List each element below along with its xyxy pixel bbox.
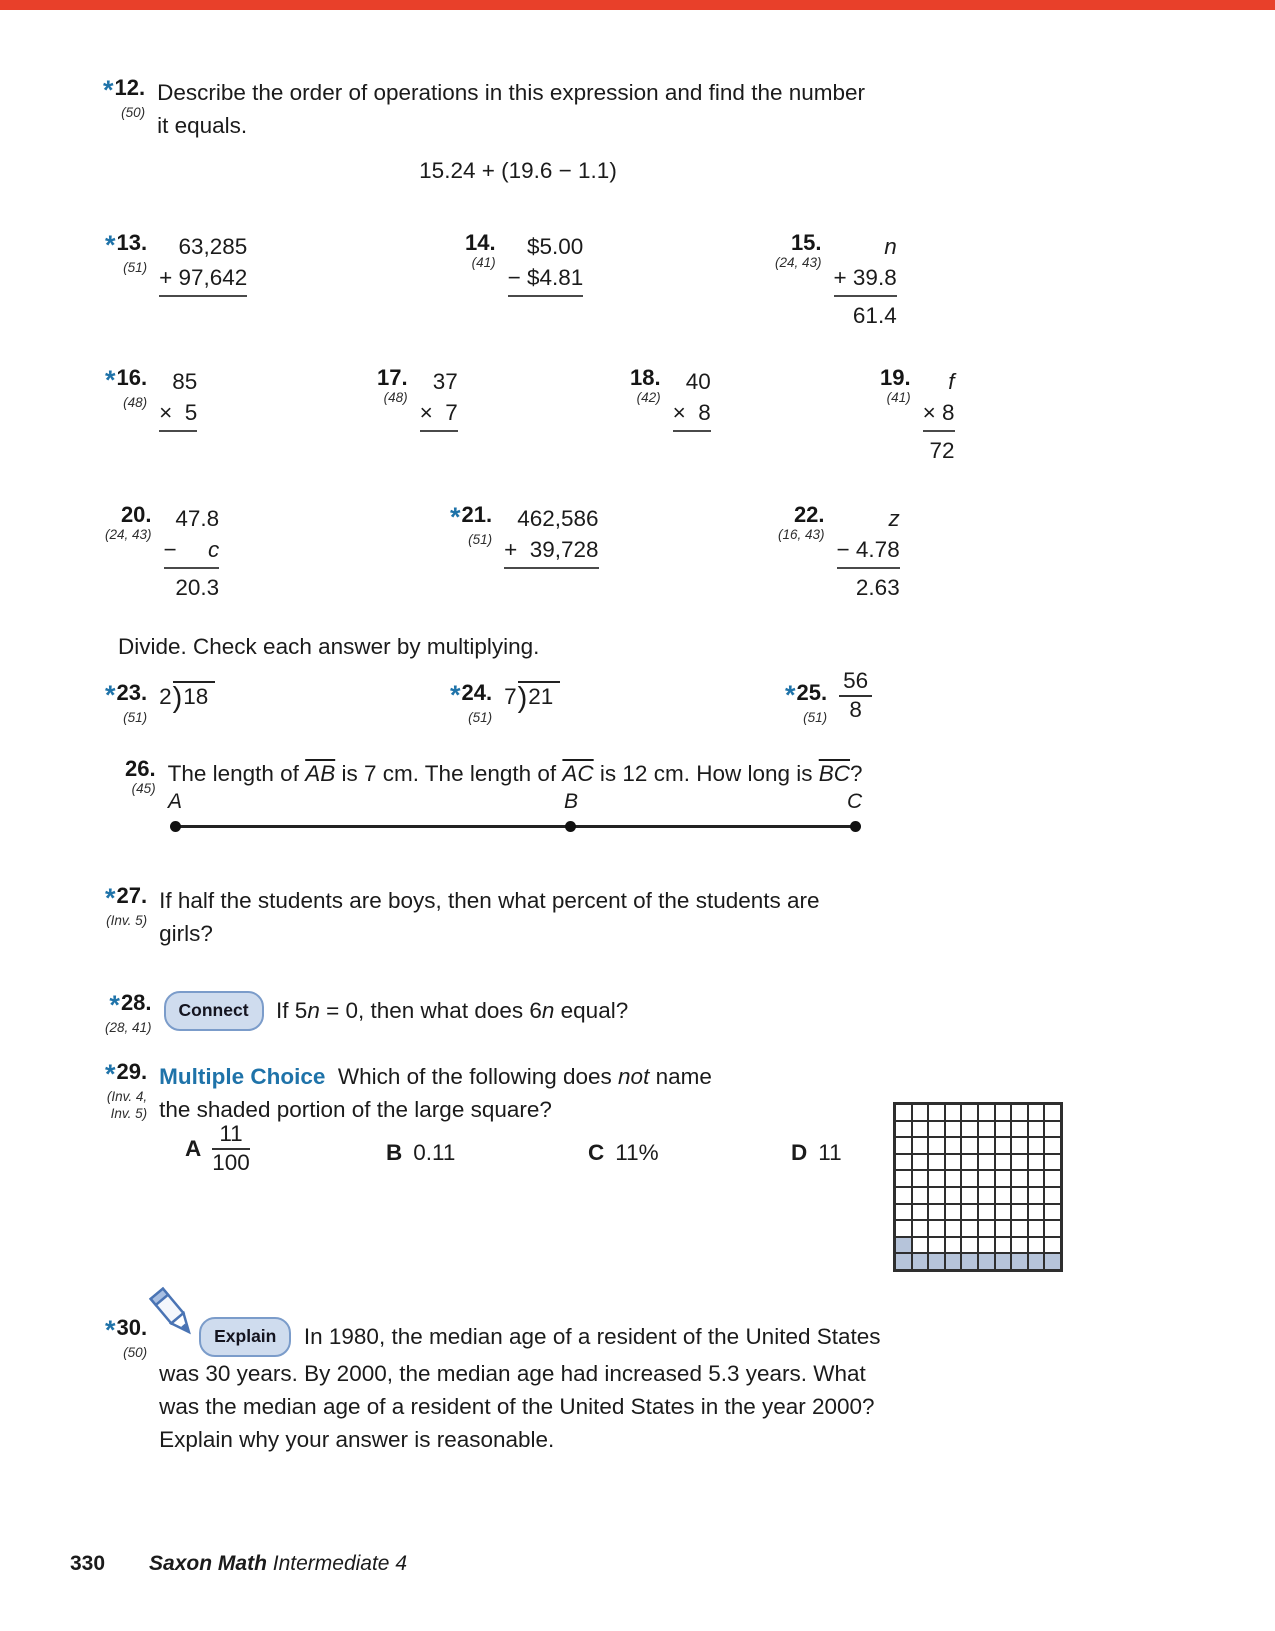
- grid-cell: [1011, 1104, 1028, 1121]
- star-icon: *: [105, 680, 116, 710]
- grid-cell: [1044, 1170, 1061, 1187]
- grid-cell: [928, 1253, 945, 1270]
- variable-n: n: [541, 998, 555, 1023]
- problem-number-text: 28.: [120, 990, 152, 1015]
- grid-cell: [945, 1220, 962, 1237]
- grid-cell: [945, 1137, 962, 1154]
- grid-cell: [961, 1154, 978, 1171]
- grid-cell: [945, 1237, 962, 1254]
- grid-cell: [995, 1237, 1012, 1254]
- problem-number: 22.: [793, 502, 825, 527]
- answer-option-A: [185, 1122, 250, 1176]
- star-icon: *: [109, 990, 120, 1020]
- lesson-reference: (45): [131, 781, 156, 797]
- answer-option-C: [588, 1140, 659, 1166]
- grid-cell: [961, 1121, 978, 1138]
- operand: 85: [172, 369, 198, 394]
- grid-cell: [1044, 1154, 1061, 1171]
- lesson-reference: (51): [468, 710, 493, 726]
- star-icon: *: [105, 1059, 116, 1089]
- grid-cell: [978, 1253, 995, 1270]
- text-line: Describe the order of operations in this expression and find the number: [157, 80, 866, 105]
- text-line: the shaded portion of the large square?: [159, 1097, 552, 1122]
- grid-cell: [978, 1170, 995, 1187]
- grid-cell: [895, 1104, 912, 1121]
- grid-cell: [912, 1204, 929, 1221]
- problem-27: [105, 884, 820, 950]
- grid-cell: [995, 1154, 1012, 1171]
- lesson-reference: (16, 43): [778, 527, 825, 543]
- result: 61.4: [852, 303, 897, 328]
- grid-cell: [1028, 1154, 1045, 1171]
- problem-text: [164, 991, 629, 1031]
- grid-cell: [978, 1104, 995, 1121]
- vertical-arithmetic: [508, 231, 584, 297]
- bracket-glyph: ): [517, 682, 528, 714]
- grid-cell: [1011, 1237, 1028, 1254]
- numerator: 56: [839, 669, 872, 697]
- grid-cell: [1044, 1237, 1061, 1254]
- text-line: girls?: [159, 921, 213, 946]
- grid-cell: [978, 1137, 995, 1154]
- grid-cell: [1044, 1104, 1061, 1121]
- segment-AC: $\overline{AC}$: [562, 761, 594, 786]
- point-dot-C: [850, 821, 861, 832]
- grid-cell: [961, 1170, 978, 1187]
- grid-cell: [1011, 1253, 1028, 1270]
- grid-cell: [978, 1154, 995, 1171]
- vertical-arithmetic: [923, 366, 955, 466]
- grid-cell: [978, 1204, 995, 1221]
- grid-cell: [1011, 1170, 1028, 1187]
- line-segment-diagram: [168, 790, 868, 838]
- problem-number: [105, 1060, 147, 1088]
- problem-number-text: 23.: [116, 680, 148, 705]
- problem-number-text: 21.: [461, 502, 493, 527]
- problem-number-text: 12.: [114, 75, 146, 100]
- lesson-reference: (51): [123, 260, 148, 276]
- grid-cell: [995, 1204, 1012, 1221]
- problem-22: [778, 503, 900, 603]
- problem-number: [105, 884, 147, 912]
- operand: [164, 534, 220, 569]
- text-line: Explain why your answer is reasonable.: [159, 1427, 555, 1452]
- grid-cell: [1011, 1154, 1028, 1171]
- point-label-B: B: [564, 790, 579, 813]
- text-line: Explain In 1980, the median age of a resident of the United States: [159, 1316, 880, 1357]
- grid-cell: [945, 1187, 962, 1204]
- grid-cell: [1028, 1121, 1045, 1138]
- star-icon: *: [785, 680, 796, 710]
- lesson-reference: (50): [121, 105, 146, 121]
- numerator: 11: [212, 1122, 250, 1150]
- grid-cell: [928, 1121, 945, 1138]
- problem-number: [450, 681, 492, 709]
- grid-cell: [945, 1104, 962, 1121]
- hundred-grid: [893, 1102, 1063, 1272]
- variable-n: n: [307, 998, 320, 1023]
- option-value: 0.11: [413, 1140, 456, 1165]
- grid-cell: [912, 1187, 929, 1204]
- variable-operand: z: [888, 506, 900, 531]
- option-letter: B: [386, 1140, 403, 1165]
- problem-23: [105, 681, 215, 726]
- text-line: If half the students are boys, then what percent of the students are: [159, 888, 820, 913]
- vertical-arithmetic: [159, 366, 197, 432]
- problem-number: 18.: [630, 365, 661, 390]
- grid-cell: [1028, 1170, 1045, 1187]
- page-footer: [70, 1552, 407, 1576]
- option-value: 11%: [615, 1140, 659, 1165]
- grid-cell: [995, 1137, 1012, 1154]
- problem-number: 26.: [125, 756, 156, 781]
- grid-cell: [912, 1220, 929, 1237]
- grid-cell: [895, 1187, 912, 1204]
- problem-number: [105, 1316, 147, 1344]
- operand: × 8: [923, 397, 955, 432]
- problem-number-text: 25.: [796, 680, 828, 705]
- grid-cell: [912, 1154, 929, 1171]
- segment-BC: $\overline{BC}$: [818, 761, 851, 786]
- explain-badge: Explain: [199, 1317, 291, 1357]
- pencil-icon: [155, 1316, 201, 1346]
- lesson-reference: (48): [123, 395, 148, 411]
- bracket-glyph: ): [172, 682, 183, 714]
- option-letter: D: [791, 1140, 808, 1165]
- text-line: was 30 years. By 2000, the median age had increased 5.3 years. What: [159, 1361, 866, 1386]
- lesson-reference: (24, 43): [775, 255, 822, 271]
- fraction: [212, 1122, 250, 1176]
- grid-cell: [945, 1170, 962, 1187]
- lesson-reference: (51): [803, 710, 828, 726]
- operand: 462,586: [517, 506, 599, 531]
- problem-number: [105, 681, 147, 709]
- lesson-reference: (48): [383, 390, 408, 406]
- grid-cell: [895, 1204, 912, 1221]
- operand: × 8: [673, 397, 711, 432]
- divisor: 7: [504, 684, 517, 709]
- problem-number: [105, 231, 147, 259]
- grid-cell: [912, 1121, 929, 1138]
- grid-cell: [928, 1104, 945, 1121]
- grid-cell: [978, 1220, 995, 1237]
- operand: 37: [432, 369, 458, 394]
- grid-cell: [895, 1237, 912, 1254]
- problem-number-text: 13.: [116, 230, 148, 255]
- connect-badge: Connect: [164, 991, 264, 1031]
- long-division: [159, 681, 215, 714]
- problem-17: [377, 366, 458, 432]
- result: 20.3: [175, 575, 220, 600]
- fraction: [839, 669, 872, 723]
- grid-cell: [995, 1220, 1012, 1237]
- problem-30: [105, 1316, 881, 1456]
- operand: × 5: [159, 397, 197, 432]
- problem-16: [105, 366, 197, 432]
- problem-number: [109, 991, 151, 1019]
- grid-cell: [928, 1204, 945, 1221]
- grid-cell: [928, 1137, 945, 1154]
- variable-operand: f: [948, 369, 955, 394]
- vertical-arithmetic: [837, 503, 900, 603]
- denominator: 8: [849, 696, 862, 722]
- problem-number-text: 16.: [116, 365, 148, 390]
- grid-cell: [961, 1187, 978, 1204]
- option-letter: C: [588, 1140, 605, 1165]
- answer-option-B: [386, 1140, 455, 1166]
- lesson-reference: (Inv. 4,: [106, 1089, 148, 1105]
- grid-cell: [895, 1154, 912, 1171]
- grid-cell: [928, 1187, 945, 1204]
- grid-cell: [978, 1121, 995, 1138]
- problem-24: [450, 681, 560, 726]
- segment-AB: $\overline{AB}$: [305, 761, 336, 786]
- problem-number: [450, 503, 492, 531]
- grid-cell: [978, 1237, 995, 1254]
- point-label-C: C: [847, 790, 863, 813]
- grid-cell: [895, 1121, 912, 1138]
- operand: − $4.81: [508, 262, 584, 297]
- grid-cell: [928, 1170, 945, 1187]
- problem-number-column: [103, 76, 145, 121]
- lesson-reference: (28, 41): [105, 1020, 152, 1036]
- operand: × 7: [420, 397, 458, 432]
- grid-cell: [961, 1237, 978, 1254]
- problem-15: [775, 231, 897, 331]
- grid-cell: [961, 1220, 978, 1237]
- option-value: 11: [818, 1140, 842, 1165]
- grid-cell: [1044, 1253, 1061, 1270]
- problem-28: [105, 991, 628, 1036]
- operator: −: [163, 537, 208, 562]
- book-edition: Intermediate 4: [272, 1552, 407, 1575]
- grid-cell: [1028, 1137, 1045, 1154]
- operand: 40: [685, 369, 711, 394]
- operand: − 4.78: [837, 534, 900, 569]
- lesson-reference: (41): [471, 255, 496, 271]
- problem-19: [880, 366, 955, 466]
- grid-cell: [995, 1253, 1012, 1270]
- text-line: it equals.: [157, 113, 248, 138]
- book-title: Saxon Math: [149, 1552, 267, 1575]
- problem-text: [159, 884, 819, 950]
- emphasized-word: not: [618, 1064, 650, 1089]
- problem-25: [785, 668, 872, 726]
- grid-cell: [912, 1170, 929, 1187]
- problem-number-text: 24.: [461, 680, 493, 705]
- grid-cell: [1011, 1220, 1028, 1237]
- division-bracket: [517, 681, 561, 714]
- result: 72: [929, 438, 955, 463]
- vertical-arithmetic: [504, 503, 598, 569]
- problem-number: 17.: [377, 365, 408, 390]
- grid-cell: [1044, 1204, 1061, 1221]
- grid-cell: [1011, 1204, 1028, 1221]
- division-bracket: [172, 681, 216, 714]
- segment-line: [175, 825, 856, 828]
- problem-20: [105, 503, 219, 603]
- grid-cell: [895, 1137, 912, 1154]
- grid-cell: [1011, 1187, 1028, 1204]
- operand: $5.00: [526, 234, 584, 259]
- problem-number: 20.: [120, 502, 152, 527]
- problem-21: [450, 503, 599, 569]
- operand: 47.8: [175, 506, 220, 531]
- text-line: The length of $\overline{AB}$ is 7 cm. The length of $\overline{AC}$ is 12 cm. How long is $\overline{BC}$?: [167, 761, 863, 786]
- grid-cell: [1044, 1121, 1061, 1138]
- star-icon: *: [450, 680, 461, 710]
- star-icon: *: [105, 365, 116, 395]
- operand: 63,285: [178, 234, 248, 259]
- lesson-reference: (50): [123, 1345, 148, 1361]
- problem-number: [785, 681, 827, 709]
- grid-cell: [1011, 1121, 1028, 1138]
- lesson-reference: (51): [468, 532, 493, 548]
- problem-number: [105, 366, 147, 394]
- grid-cell: [961, 1253, 978, 1270]
- variable-operand: c: [207, 537, 220, 562]
- grid-cell: [978, 1187, 995, 1204]
- answer-option-D: [791, 1140, 842, 1166]
- grid-cell: [1028, 1104, 1045, 1121]
- grid-cell: [1044, 1137, 1061, 1154]
- variable-operand: n: [884, 234, 897, 259]
- vertical-arithmetic: [164, 503, 220, 603]
- grid-cell: [928, 1154, 945, 1171]
- problem-number: [103, 76, 145, 104]
- grid-cell: [1028, 1253, 1045, 1270]
- grid-cell: [945, 1154, 962, 1171]
- lesson-reference: (41): [886, 390, 911, 406]
- grid-cell: [912, 1137, 929, 1154]
- problem-text: [159, 1060, 712, 1126]
- grid-cell: [945, 1204, 962, 1221]
- grid-cell: [1011, 1137, 1028, 1154]
- grid-cell: [995, 1170, 1012, 1187]
- grid-cell: [961, 1137, 978, 1154]
- vertical-arithmetic: [834, 231, 897, 331]
- grid-cell: [945, 1121, 962, 1138]
- divisor: 2: [159, 684, 172, 709]
- problem-text: [157, 76, 865, 142]
- problem-number: 15.: [790, 230, 822, 255]
- star-icon: *: [105, 230, 116, 260]
- section-instruction: Divide. Check each answer by multiplying.: [118, 634, 540, 659]
- grid-cell: [995, 1104, 1012, 1121]
- problem-13: [105, 231, 247, 297]
- option-letter: A: [185, 1135, 202, 1161]
- point-label-A: A: [168, 790, 183, 813]
- problem-29: [105, 1060, 712, 1126]
- star-icon: *: [450, 502, 461, 532]
- text-line: Multiple Choice Which of the following does not name: [159, 1064, 712, 1089]
- lesson-reference: (42): [636, 390, 661, 406]
- point-dot-B: [565, 821, 576, 832]
- grid-cell: [928, 1237, 945, 1254]
- lesson-reference: (Inv. 5): [106, 913, 148, 929]
- grid-cell: [1028, 1204, 1045, 1221]
- grid-cell: [912, 1104, 929, 1121]
- problem-number: 19.: [880, 365, 911, 390]
- problem-text: [159, 1316, 880, 1456]
- problem-number-text: 27.: [116, 883, 148, 908]
- grid-cell: [1028, 1220, 1045, 1237]
- grid-cell: [1044, 1187, 1061, 1204]
- operand: + 97,642: [159, 262, 247, 297]
- grid-cell: [1044, 1220, 1061, 1237]
- grid-cell: [995, 1187, 1012, 1204]
- problem-number-text: 30.: [116, 1315, 148, 1340]
- multiple-choice-heading: Multiple Choice: [159, 1064, 326, 1089]
- vertical-arithmetic: [159, 231, 247, 297]
- lesson-reference: (51): [123, 710, 148, 726]
- grid-cell: [945, 1253, 962, 1270]
- page-top-red-bar: [0, 0, 1275, 10]
- problem-12: [103, 76, 865, 142]
- grid-cell: [1028, 1237, 1045, 1254]
- text-line: was the median age of a resident of the United States in the year 2000?: [159, 1394, 875, 1419]
- star-icon: *: [103, 75, 114, 105]
- operand: + 39,728: [504, 534, 598, 569]
- grid-cell: [912, 1237, 929, 1254]
- grid-cell: [995, 1121, 1012, 1138]
- grid-cell: [895, 1253, 912, 1270]
- dividend: 18: [183, 684, 209, 709]
- problem-text: [168, 757, 863, 790]
- problem-number-text: 29.: [116, 1059, 148, 1084]
- star-icon: *: [105, 883, 116, 913]
- lesson-reference: Inv. 5): [110, 1105, 148, 1121]
- text-line: Connect If 5n = 0, then what does 6n equal?: [164, 991, 629, 1031]
- grid-cell: [895, 1170, 912, 1187]
- grid-cell: [928, 1220, 945, 1237]
- star-icon: *: [105, 1315, 116, 1345]
- dividend: 21: [528, 684, 554, 709]
- vertical-arithmetic: [420, 366, 458, 432]
- result: 2.63: [855, 575, 900, 600]
- grid-cell: [895, 1220, 912, 1237]
- long-division: [504, 681, 560, 714]
- problem-number: 14.: [465, 230, 496, 255]
- problem-18: [630, 366, 711, 432]
- point-dot-A: [170, 821, 181, 832]
- lesson-reference: (24, 43): [105, 527, 152, 543]
- grid-cell: [1028, 1187, 1045, 1204]
- denominator: 100: [212, 1149, 250, 1175]
- operand: + 39.8: [834, 262, 897, 297]
- problem-14: [465, 231, 583, 297]
- grid-cell: [912, 1253, 929, 1270]
- grid-cell: [961, 1104, 978, 1121]
- vertical-arithmetic: [673, 366, 711, 432]
- expression-12: 15.24 + (19.6 − 1.1): [419, 158, 617, 183]
- page-number: 330: [70, 1552, 106, 1575]
- grid-cell: [961, 1204, 978, 1221]
